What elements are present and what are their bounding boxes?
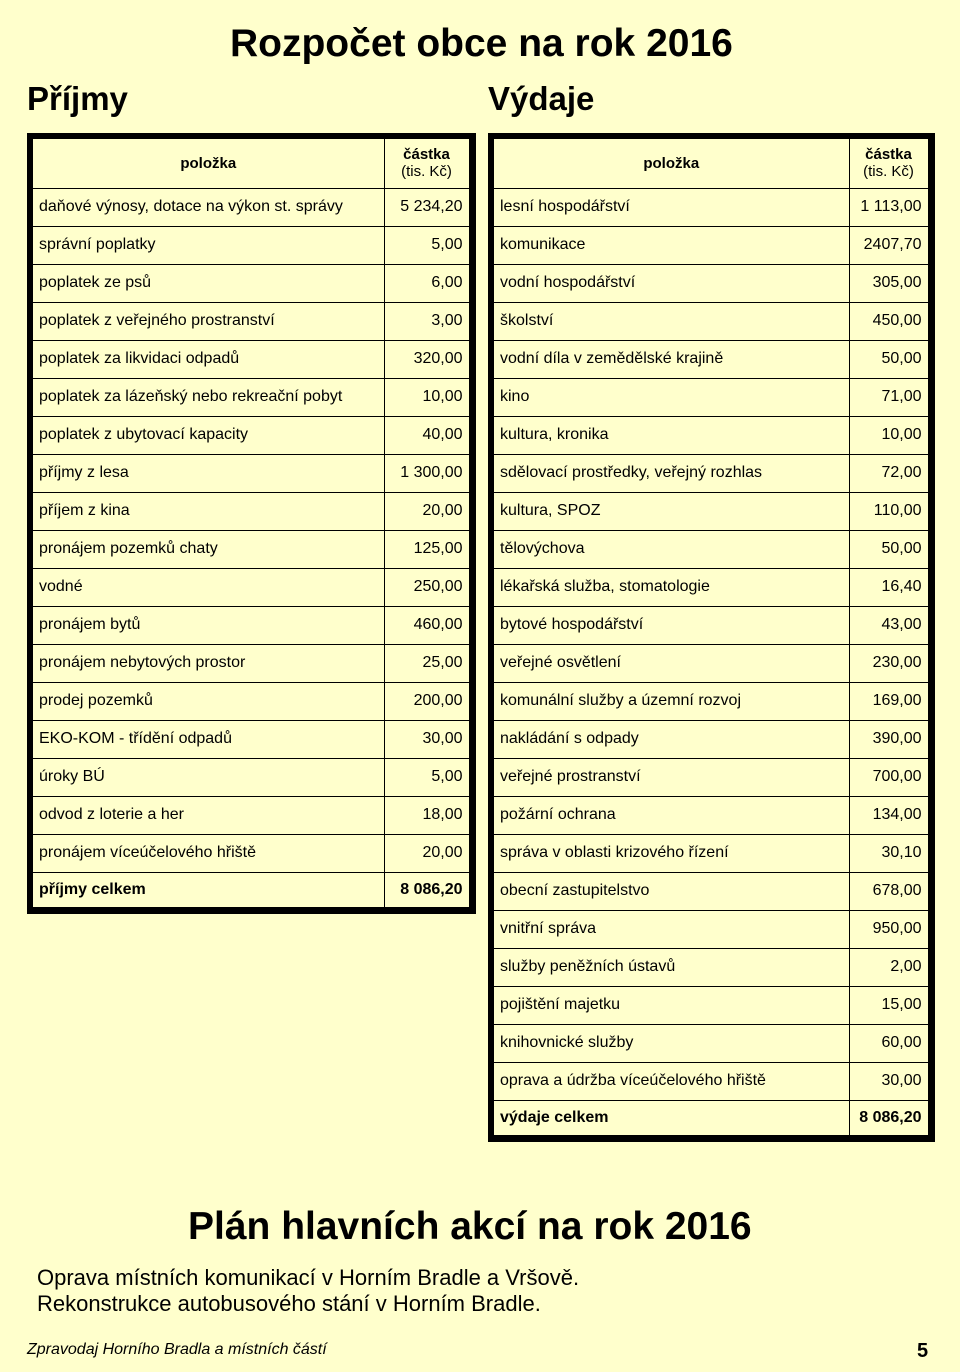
expense-item-amount: 1 113,00 [849,188,931,226]
income-item-amount: 20,00 [384,834,472,872]
income-item-amount: 320,00 [384,340,472,378]
income-table-row [30,530,472,568]
income-table-row [30,644,472,682]
expense-item-amount: 43,00 [849,606,931,644]
expense-table-row [491,796,931,834]
expense-item-label: pojištění majetku [491,986,849,1024]
income-item-label: EKO-KOM - třídění odpadů [30,720,384,758]
expense-item-label: vodní hospodářství [491,264,849,302]
expense-item-amount: 30,00 [849,1062,931,1100]
income-table-row [30,758,472,796]
expense-item-label: požární ochrana [491,796,849,834]
expense-item-amount: 678,00 [849,872,931,910]
expense-table-row [491,910,931,948]
income-table-row [30,302,472,340]
expense-item-amount: 16,40 [849,568,931,606]
income-table-row [30,796,472,834]
expense-header-unit: (tis. Kč) [863,163,914,181]
expense-item-amount: 50,00 [849,530,931,568]
income-item-label: úroky BÚ [30,758,384,796]
income-item-amount: 25,00 [384,644,472,682]
expense-table-row [491,1024,931,1062]
expense-table-row [491,302,931,340]
expense-item-label: kultura, kronika [491,416,849,454]
income-item-amount: 250,00 [384,568,472,606]
expense-table-row [491,986,931,1024]
expense-item-amount: 305,00 [849,264,931,302]
expense-item-label: bytové hospodářství [491,606,849,644]
expense-table-row [491,568,931,606]
plan-item: Rekonstrukce autobusového stání v Horním Bradle. [37,1291,541,1316]
expense-item-amount: 134,00 [849,796,931,834]
plan-title: Plán hlavních akcí na rok 2016 [188,1205,752,1248]
income-header-item: položka [30,136,384,188]
income-table-row [30,340,472,378]
expense-header-item: položka [491,136,849,188]
expense-item-amount: 30,10 [849,834,931,872]
plan-item: Oprava místních komunikací v Horním Bradle a Vršově. [37,1265,580,1290]
income-item-amount: 10,00 [384,378,472,416]
expense-item-label: veřejné prostranství [491,758,849,796]
income-header-row [30,136,472,188]
expense-item-amount: 700,00 [849,758,931,796]
income-table [27,133,476,914]
expense-item-label: kino [491,378,849,416]
expense-item-label: sdělovací prostředky, veřejný rozhlas [491,454,849,492]
income-item-label: poplatek ze psů [30,264,384,302]
income-table-body [30,188,472,910]
expense-header-row [491,136,931,188]
income-header-unit: (tis. Kč) [401,163,452,181]
expense-item-label: knihovnické služby [491,1024,849,1062]
income-item-amount: 125,00 [384,530,472,568]
expense-item-label: služby peněžních ústavů [491,948,849,986]
income-table-row [30,416,472,454]
expense-item-label: komunikace [491,226,849,264]
income-table-row [30,264,472,302]
footer-publication-name: Zpravodaj Horního Bradla a místních částí [27,1341,327,1358]
income-item-label: vodné [30,568,384,606]
income-item-label: odvod z loterie a her [30,796,384,834]
income-table-row [30,568,472,606]
expense-section-title: Výdaje [488,80,595,117]
expense-table [488,133,935,1142]
expense-item-label: vodní díla v zemědělské krajině [491,340,849,378]
expense-table-row [491,644,931,682]
income-table-row [30,226,472,264]
expense-item-label: lékařská služba, stomatologie [491,568,849,606]
expense-table-row [491,606,931,644]
income-header-amount [384,136,472,188]
expense-table-row [491,264,931,302]
income-item-label: poplatek za likvidaci odpadů [30,340,384,378]
income-header-amount-label: částka [403,146,450,164]
income-table-row [30,682,472,720]
income-item-amount: 5 234,20 [384,188,472,226]
expense-table-row [491,492,931,530]
expense-item-label: vnitřní správa [491,910,849,948]
expense-table-row [491,340,931,378]
expense-total-row [491,1100,931,1138]
expense-header-amount-label: částka [865,146,912,164]
expense-table-row [491,226,931,264]
expense-item-label: správa v oblasti krizového řízení [491,834,849,872]
income-item-label: pronájem víceúčelového hřiště [30,834,384,872]
income-item-amount: 200,00 [384,682,472,720]
income-table-row [30,492,472,530]
income-item-amount: 40,00 [384,416,472,454]
expense-table-row [491,416,931,454]
expense-item-amount: 169,00 [849,682,931,720]
income-item-label: pronájem pozemků chaty [30,530,384,568]
income-total-amount: 8 086,20 [384,872,472,910]
income-item-amount: 1 300,00 [384,454,472,492]
expense-header-amount [849,136,931,188]
income-item-amount: 20,00 [384,492,472,530]
income-item-amount: 5,00 [384,758,472,796]
income-item-label: poplatek z veřejného prostranství [30,302,384,340]
income-item-label: poplatek za lázeňský nebo rekreační pobyt [30,378,384,416]
income-section-title: Příjmy [27,80,128,117]
income-item-label: pronájem bytů [30,606,384,644]
income-item-amount: 5,00 [384,226,472,264]
expense-item-amount: 2,00 [849,948,931,986]
expense-total-label: výdaje celkem [491,1100,849,1138]
expense-table-row [491,454,931,492]
page-number: 5 [917,1340,929,1362]
expense-total-amount: 8 086,20 [849,1100,931,1138]
income-table-row [30,378,472,416]
income-total-label: příjmy celkem [30,872,384,910]
income-item-label: pronájem nebytových prostor [30,644,384,682]
expense-item-label: komunální služby a územní rozvoj [491,682,849,720]
income-table-row [30,834,472,872]
expense-item-label: kultura, SPOZ [491,492,849,530]
income-item-amount: 6,00 [384,264,472,302]
income-item-label: příjem z kina [30,492,384,530]
income-table-row [30,454,472,492]
expense-item-amount: 2407,70 [849,226,931,264]
income-item-label: prodej pozemků [30,682,384,720]
expense-table-row [491,948,931,986]
expense-item-amount: 15,00 [849,986,931,1024]
expense-item-label: lesní hospodářství [491,188,849,226]
income-total-row [30,872,472,910]
expense-table-row [491,530,931,568]
expense-table-row [491,682,931,720]
expense-item-amount: 71,00 [849,378,931,416]
expense-item-amount: 72,00 [849,454,931,492]
income-item-amount: 30,00 [384,720,472,758]
expense-table-row [491,758,931,796]
expense-item-label: obecní zastupitelstvo [491,872,849,910]
expense-item-amount: 110,00 [849,492,931,530]
expense-table-row [491,378,931,416]
expense-table-row [491,1062,931,1100]
expense-item-label: veřejné osvětlení [491,644,849,682]
expense-table-row [491,720,931,758]
expense-item-label: oprava a údržba víceúčelového hřiště [491,1062,849,1100]
income-table-row [30,720,472,758]
income-item-amount: 3,00 [384,302,472,340]
expense-table-row [491,872,931,910]
expense-item-label: nakládání s odpady [491,720,849,758]
expense-item-amount: 230,00 [849,644,931,682]
page-title: Rozpočet obce na rok 2016 [230,22,733,65]
income-item-label: příjmy z lesa [30,454,384,492]
income-item-amount: 18,00 [384,796,472,834]
expense-table-body [491,188,931,1138]
expense-item-amount: 450,00 [849,302,931,340]
expense-table-row [491,188,931,226]
expense-item-label: tělovýchova [491,530,849,568]
income-item-label: správní poplatky [30,226,384,264]
income-item-label: daňové výnosy, dotace na výkon st. správy [30,188,384,226]
expense-item-amount: 60,00 [849,1024,931,1062]
expense-item-amount: 10,00 [849,416,931,454]
expense-item-amount: 50,00 [849,340,931,378]
income-table-row [30,188,472,226]
income-table-row [30,606,472,644]
expense-item-label: školství [491,302,849,340]
income-item-amount: 460,00 [384,606,472,644]
expense-item-amount: 390,00 [849,720,931,758]
expense-table-row [491,834,931,872]
expense-item-amount: 950,00 [849,910,931,948]
income-item-label: poplatek z ubytovací kapacity [30,416,384,454]
